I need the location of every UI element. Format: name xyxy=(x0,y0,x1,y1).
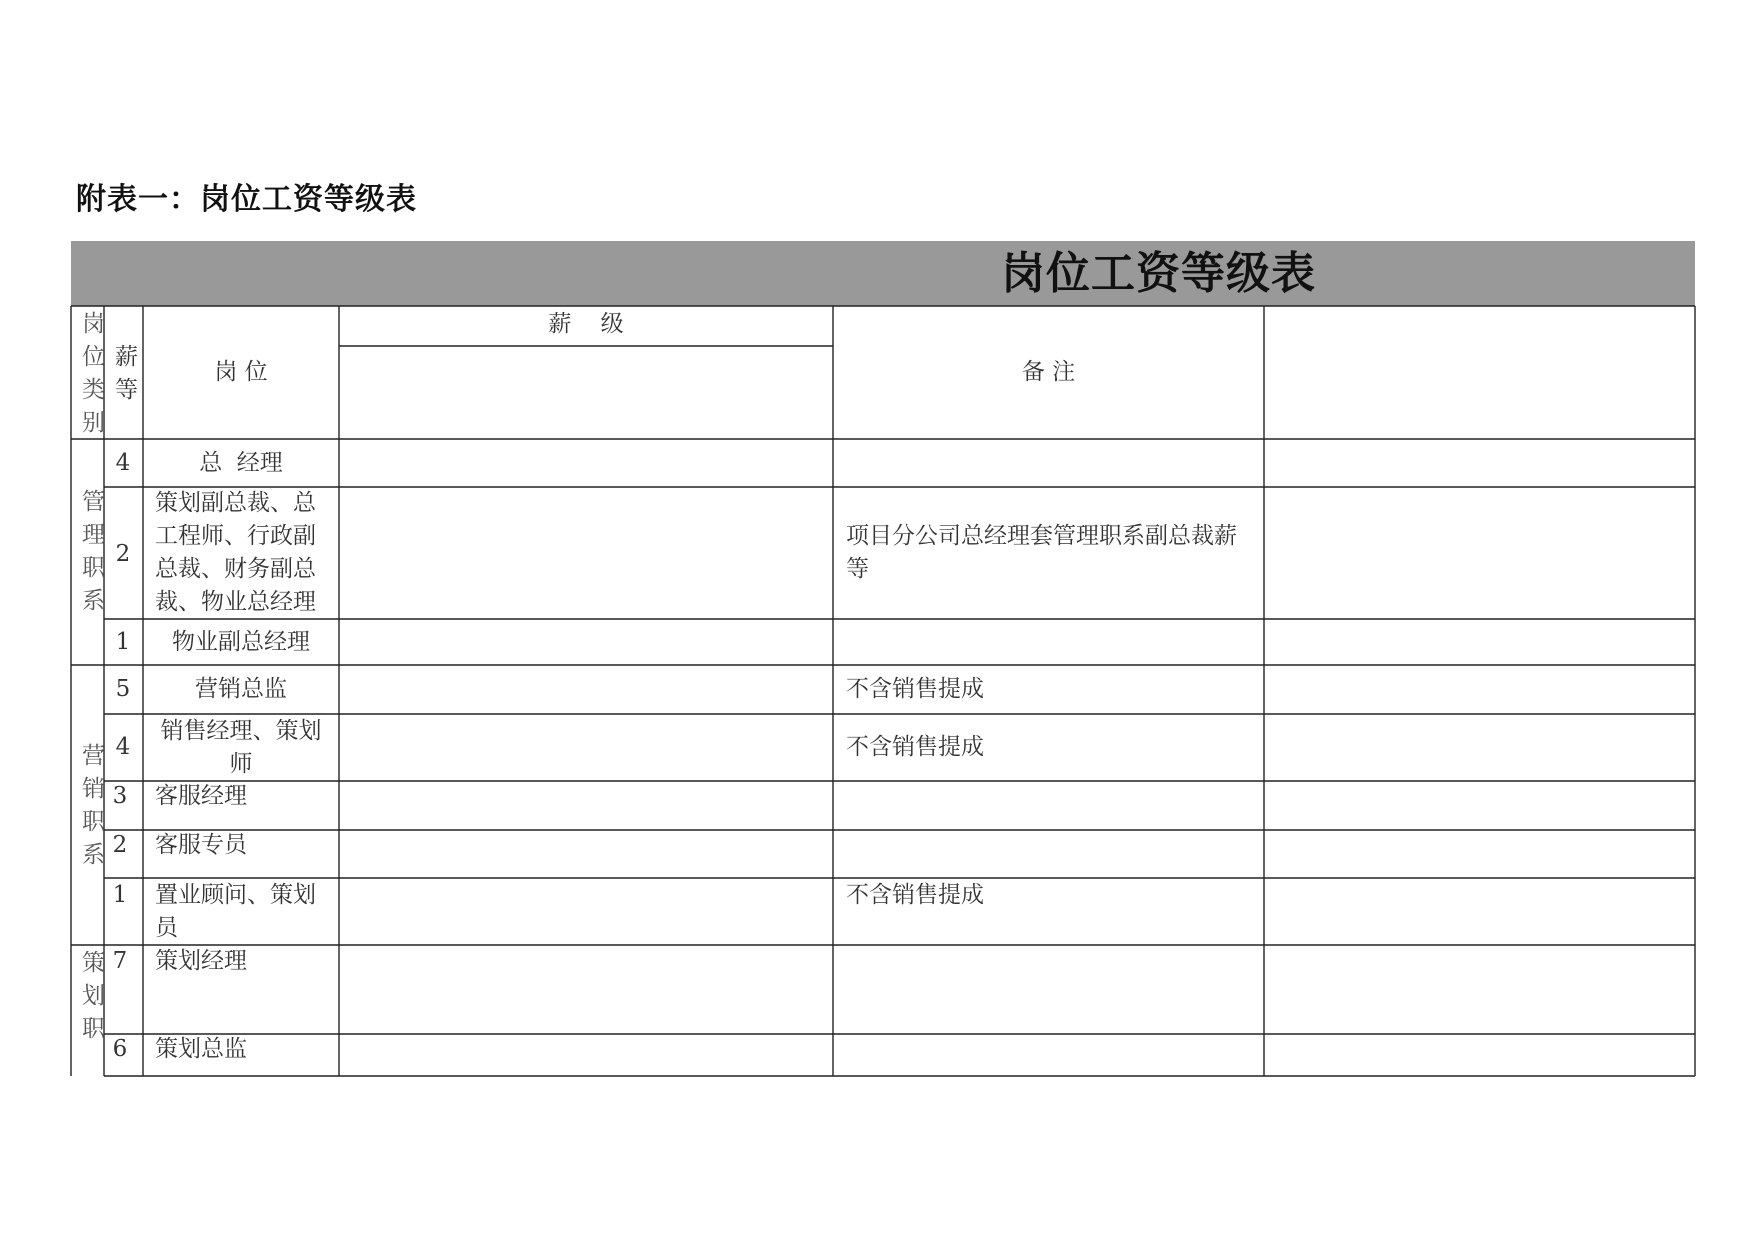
row-position: 营销总监 xyxy=(195,676,287,702)
row-position: 策划总监 xyxy=(155,1036,247,1062)
row-grade: 7 xyxy=(112,948,128,974)
header-position: 岗 位 xyxy=(214,359,268,385)
row-position: 物业副总经理 xyxy=(172,629,310,655)
header-grade: 薪等 xyxy=(115,344,138,403)
header-remark: 备 注 xyxy=(1021,359,1076,385)
row-grade: 2 xyxy=(115,541,131,567)
row-position: 销售经理、策划师 xyxy=(160,718,322,777)
header-salary-level: 薪 级 xyxy=(548,311,624,337)
row-remark: 项目分公司总经理套管理职系副总裁薪等 xyxy=(846,523,1237,582)
row-grade: 5 xyxy=(115,676,131,702)
row-grade: 1 xyxy=(115,629,131,655)
row-position: 客服经理 xyxy=(155,783,247,809)
row-grade: 4 xyxy=(115,450,131,476)
row-position: 策划经理 xyxy=(155,948,247,974)
row-grade: 3 xyxy=(112,783,128,809)
row-grade: 2 xyxy=(112,832,128,858)
row-grade: 6 xyxy=(112,1036,128,1062)
row-grade: 1 xyxy=(112,882,128,908)
row-position: 置业顾问、策划员 xyxy=(155,882,316,941)
document-heading: 附表一：岗位工资等级表 xyxy=(76,182,417,217)
row-remark: 不含销售提成 xyxy=(846,734,984,760)
row-grade: 4 xyxy=(115,734,131,760)
banner-title: 岗位工资等级表 xyxy=(1001,248,1316,299)
row-position: 策划副总裁、总工程师、行政副总裁、财务副总裁、物业总经理 xyxy=(155,490,316,615)
row-remark: 不含销售提成 xyxy=(846,676,984,702)
row-position: 总 经理 xyxy=(199,450,283,476)
group-label-marketing: 营销职系 xyxy=(82,743,105,868)
group-label-management: 管理职系 xyxy=(82,489,105,614)
group-label-planning: 策划职 xyxy=(82,950,105,1042)
row-position: 客服专员 xyxy=(155,832,247,858)
table-banner xyxy=(71,241,1695,306)
row-remark: 不含销售提成 xyxy=(846,882,984,908)
header-category: 岗位类别 xyxy=(82,311,105,436)
